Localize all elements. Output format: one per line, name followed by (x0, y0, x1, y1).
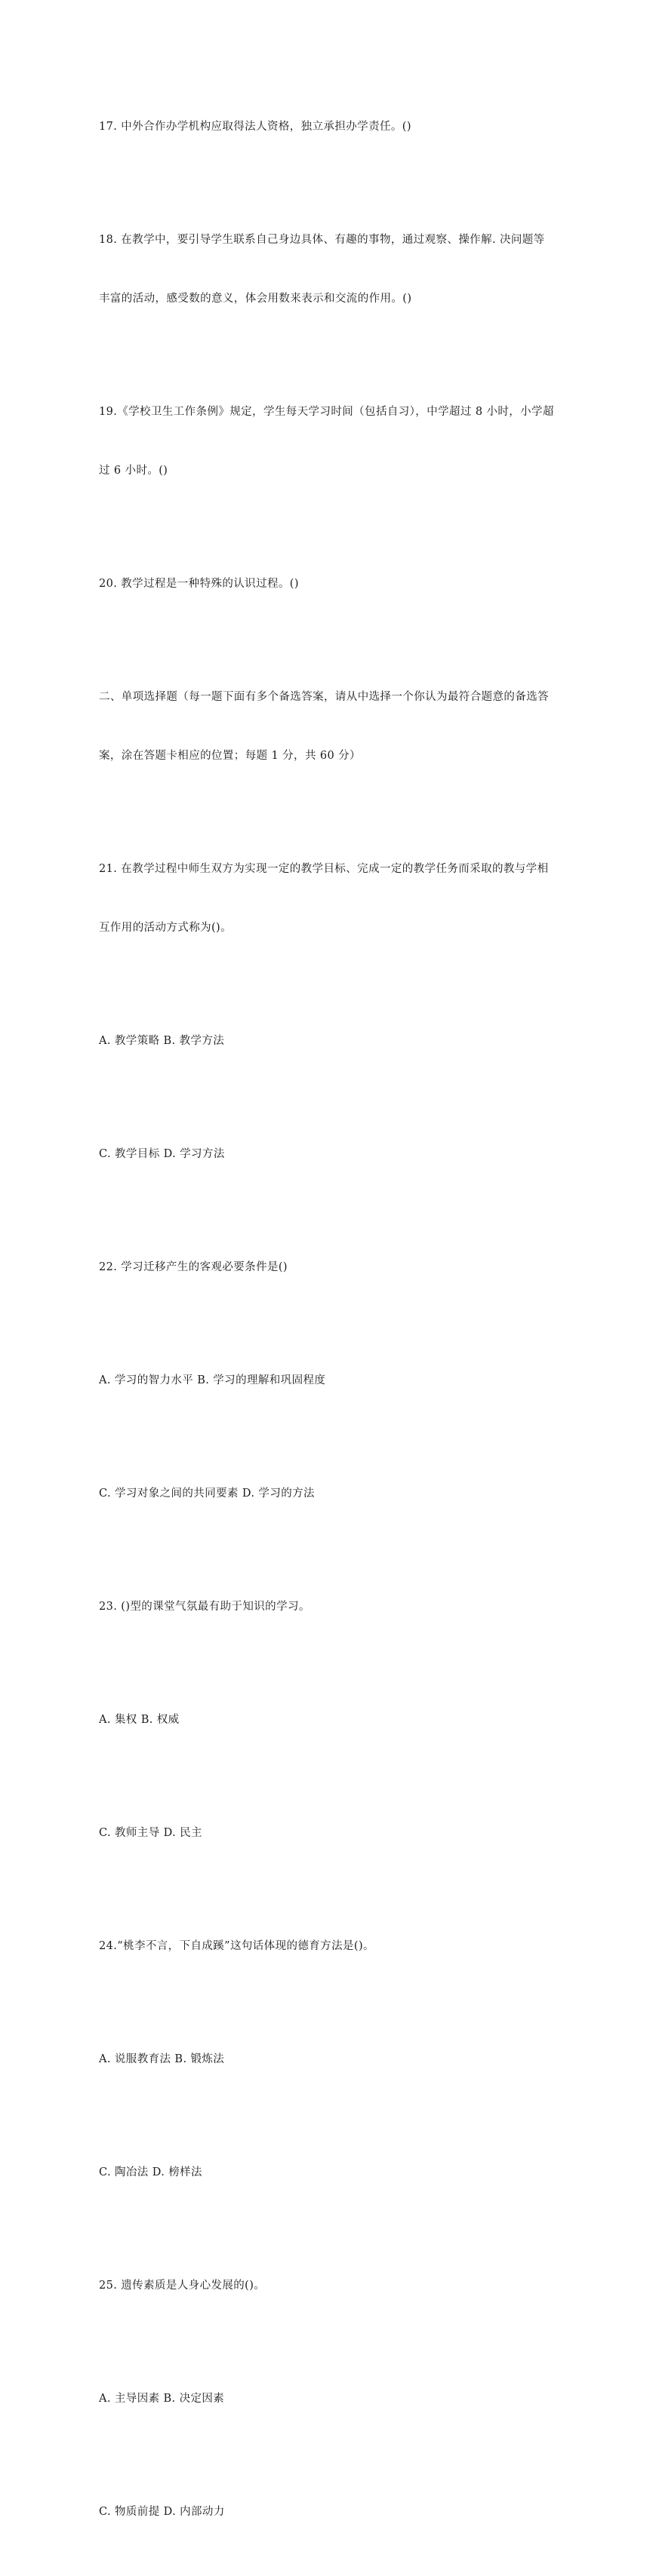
question-23-options-cd (99, 1784, 563, 1882)
question-18 (99, 191, 563, 348)
document-page (99, 78, 563, 2576)
question-21-option-cd-text: C. 教学目标 D. 学习方法 (99, 1148, 225, 1160)
question-25-text: 25. 遗传素质是人身心发展的()。 (99, 2280, 266, 2292)
question-23 (99, 1558, 563, 1656)
question-21-options-cd (99, 1105, 563, 1203)
question-23-text: 23. ()型的课堂气氛最有助于知识的学习。 (99, 1601, 310, 1613)
question-20-text: 20. 教学过程是一种特殊的认识过程。() (99, 578, 299, 590)
question-23-options-ab (99, 1671, 563, 1769)
question-24-options-cd (99, 2123, 563, 2221)
question-25 (99, 2237, 563, 2335)
question-22-option-cd-text: C. 学习对象之间的共同要素 D. 学习的方法 (99, 1488, 315, 1500)
question-17-text: 17. 中外合作办学机构应取得法人资格，独立承担办学责任。() (99, 121, 411, 133)
question-24-text: 24.“桃李不言，下自成蹊”这句话体现的德育方法是()。 (99, 1940, 374, 1952)
question-24-option-ab-text: A. 说服教育法 B. 锻炼法 (99, 2053, 225, 2065)
question-24 (99, 1897, 563, 1995)
question-21-line-1: 21. 在教学过程中师生双方为实现一定的教学目标、完成一定的教学任务而采取的教与学相 (99, 863, 549, 875)
question-25-option-cd-text: C. 物质前提 D. 内部动力 (99, 2506, 225, 2518)
question-18-line-2: 丰富的活动，感受数的意义，体会用数来表示和交流的作用。() (99, 293, 412, 305)
section-2-heading (99, 648, 563, 805)
section-2-line-2: 案，涂在答题卡相应的位置；每题 1 分，共 60 分） (99, 750, 361, 762)
question-23-option-ab-text: A. 集权 B. 权威 (99, 1714, 180, 1726)
question-23-option-cd-text: C. 教师主导 D. 民主 (99, 1827, 202, 1839)
question-25-options-cd (99, 2463, 563, 2561)
question-19-line-2: 过 6 小时。() (99, 465, 168, 477)
question-18-line-1: 18. 在教学中，要引导学生联系自己身边具体、有趣的事物，通过观察、操作解. 决问题等 (99, 234, 545, 246)
question-25-options-ab (99, 2350, 563, 2448)
question-24-option-cd-text: C. 陶冶法 D. 榜样法 (99, 2166, 202, 2178)
question-21-option-ab-text: A. 教学策略 B. 教学方法 (99, 1035, 225, 1047)
question-22-text: 22. 学习迁移产生的客观必要条件是() (99, 1261, 288, 1273)
question-22 (99, 1218, 563, 1316)
question-19-line-1: 19.《学校卫生工作条例》规定，学生每天学习时间（包括自习），中学超过 8 小时，小学超 (99, 406, 554, 418)
question-21-options-ab (99, 992, 563, 1090)
question-21 (99, 820, 563, 977)
question-22-option-ab-text: A. 学习的智力水平 B. 学习的理解和巩固程度 (99, 1374, 326, 1386)
section-2-line-1: 二、单项选择题（每一题下面有多个备选答案，请从中选择一个你认为最符合题意的备选答 (99, 691, 549, 703)
question-20 (99, 535, 563, 633)
question-22-options-ab (99, 1331, 563, 1429)
question-21-line-2: 互作用的活动方式称为()。 (99, 922, 233, 934)
question-24-options-ab (99, 2010, 563, 2108)
question-19 (99, 363, 563, 520)
question-25-option-ab-text: A. 主导因素 B. 决定因素 (99, 2393, 225, 2405)
question-17 (99, 78, 563, 176)
question-22-options-cd (99, 1445, 563, 1543)
